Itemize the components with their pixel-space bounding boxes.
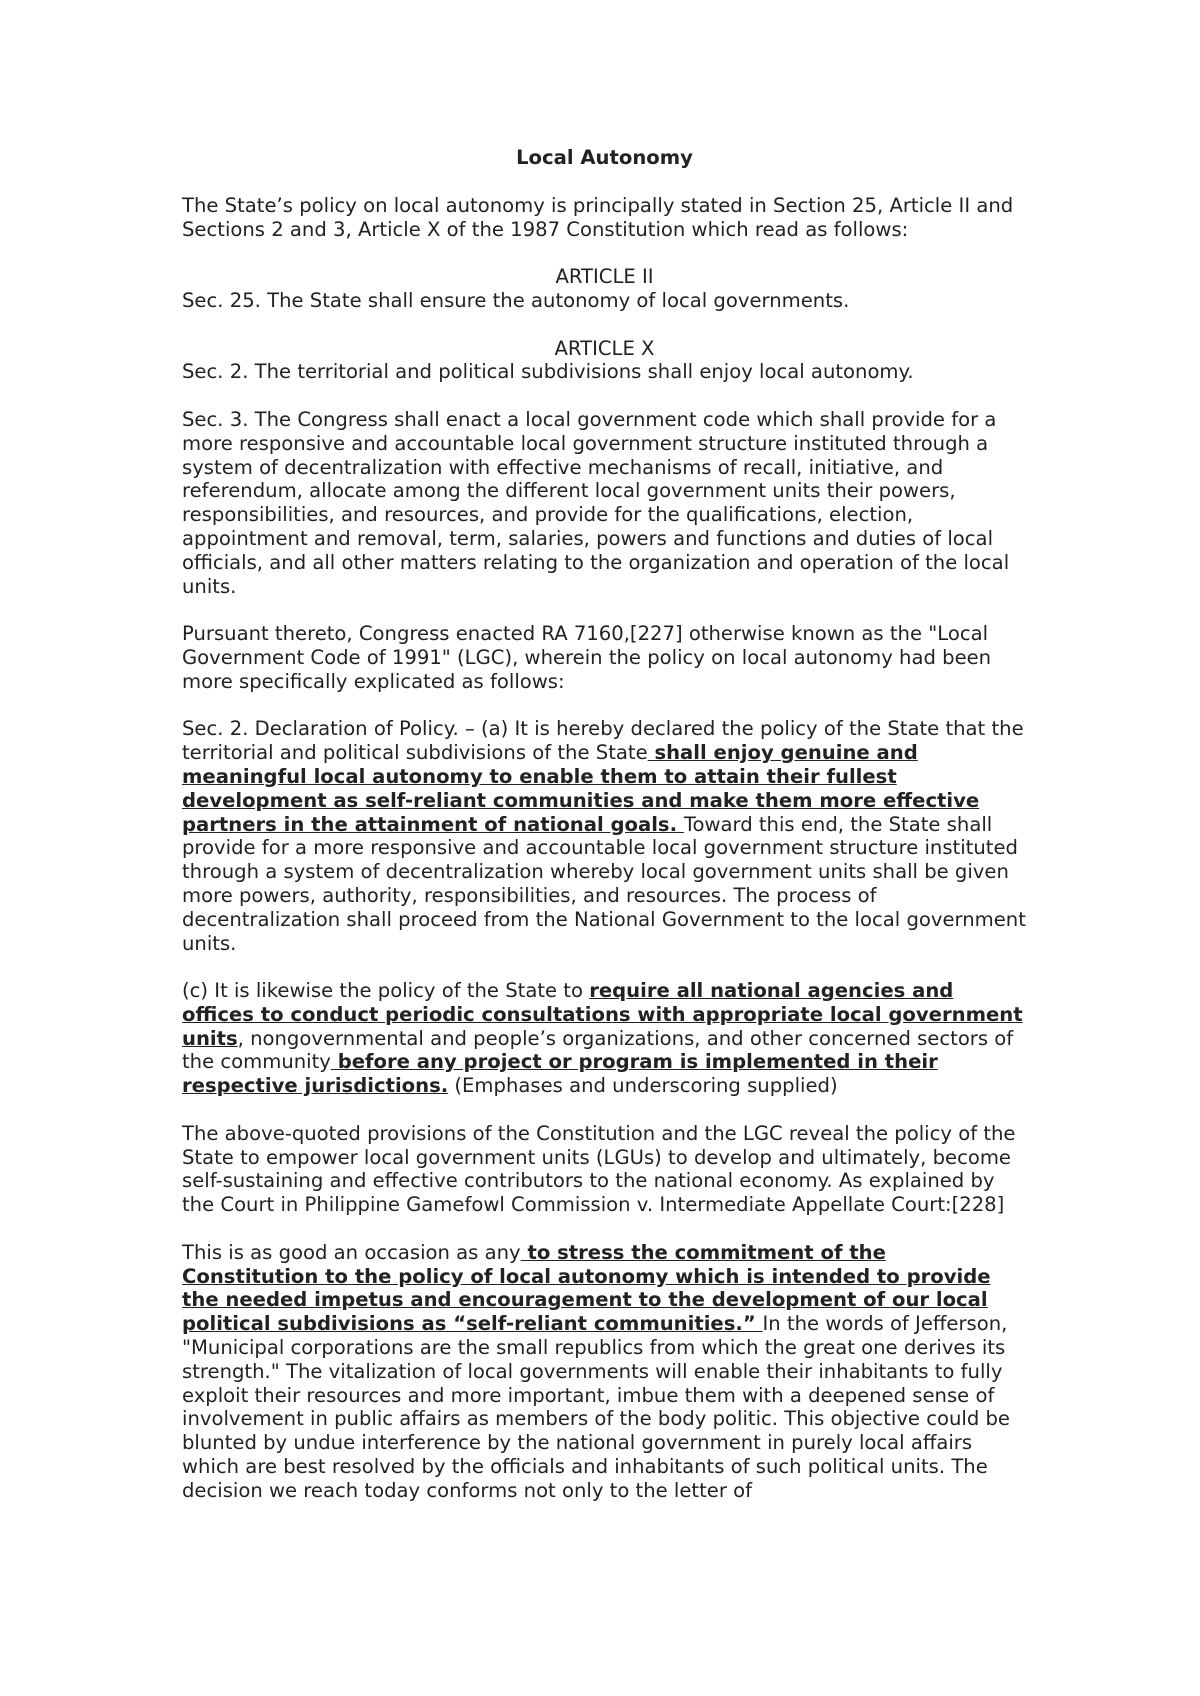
document-title: Local Autonomy: [516, 146, 693, 169]
quote-text-1: This is as good an occasion as any: [182, 1240, 521, 1264]
lgc-c-emphasis-2: before any project or program is implemented in their respective jurisdictions.: [182, 1050, 938, 1098]
document-body: [182, 146, 1027, 1526]
intro-paragraph: The State’s policy on local autonomy is principally stated in Section 25, Article II and Sections 2 and 3, Article X of the 1987 Constitution which read as follows:: [182, 193, 1014, 241]
pursuant-paragraph: Pursuant thereto, Congress enacted RA 7160,[227] otherwise known as the "Local Government Code of 1991" (LGC), wherein the policy on local autonomy had been more specifically explicated as follows:: [182, 622, 992, 693]
lgc-c-emphasis-1: require all national agencies and offices to conduct periodic consultations with appropriate local government units: [182, 979, 1023, 1050]
lgc-c-text-2: , nongovernmental and people’s organizations, and other concerned sectors of the community: [182, 1026, 1014, 1074]
above-quoted-paragraph: The above-quoted provisions of the Constitution and the LGC reveal the policy of the State to empower local government units (LGUs) to develop and ultimately, become self-sustaining and effective contributors to the national economy. As explained by the Court in Philippine Gamefowl Commission v. Intermediate Appellate Court:[228]: [182, 1121, 1016, 1217]
lgc-c-paragraph: [182, 979, 1027, 1098]
lgc-sec-2-emphasis: shall enjoy genuine and meaningful local autonomy to enable them to attain their fullest development as self-reliant communities and make them more effective partners in the attainment of national goals.: [182, 741, 980, 836]
lgc-c-text-1: (c) It is likewise the policy of the State to: [182, 979, 590, 1003]
article-x-sec-3: Sec. 3. The Congress shall enact a local government code which shall provide for a more responsive and accountable local government structure instituted through a system of decentralization with effective mechanisms of recall, initiative, and referendum, allocate among the different local government units their powers, responsibilities, and resources, and provide for the qualifications, election, appointment and removal, term, salaries, powers and functions and duties of local officials, and all other matters relating to the organization and operation of the local units.: [182, 407, 1010, 598]
article-ii-sec-25: Sec. 25. The State shall ensure the autonomy of local governments.: [182, 288, 850, 312]
lgc-sec-2-text-2: Toward this end, the State shall provide for a more responsive and accountable local government structure instituted through a system of decentralization whereby local government units shall be given more powers, authority, responsibilities, and resources. The process of decentralization shall proceed from the National Government to the local government units.: [182, 812, 1026, 955]
lgc-c-text-3: (Emphases and underscoring supplied): [448, 1074, 838, 1098]
quote-paragraph: [182, 1241, 1027, 1503]
quote-text-2: In the words of Jefferson, "Municipal corporations are the small republics from which the great one derives its strength." The vitalization of local governments will enable their inhabitants to fully exploit their resources and more important, imbue them with a deepened sense of involvement in public affairs as members of the body politic. This objective could be blunted by undue interference by the national government in purely local affairs which are best resolved by the officials and inhabitants of such political units. The decision we reach today conforms not only to the letter of: [182, 1312, 1010, 1502]
quote-emphasis: to stress the commitment of the Constitution to the policy of local autonomy which is intended to provide the needed impetus and encouragement to the development of our local political subdivisions as “self-reliant communities.”: [182, 1240, 991, 1336]
article-ii-heading: ARTICLE II: [555, 265, 654, 289]
article-x-heading: ARTICLE X: [554, 336, 655, 360]
lgc-sec-2-paragraph: [182, 717, 1027, 955]
article-x-sec-2: Sec. 2. The territorial and political subdivisions shall enjoy local autonomy.: [182, 360, 914, 384]
lgc-sec-2-text-1: Sec. 2. Declaration of Policy. – (a) It is hereby declared the policy of the State that the territorial and political subdivisions of the State: [182, 717, 1024, 765]
